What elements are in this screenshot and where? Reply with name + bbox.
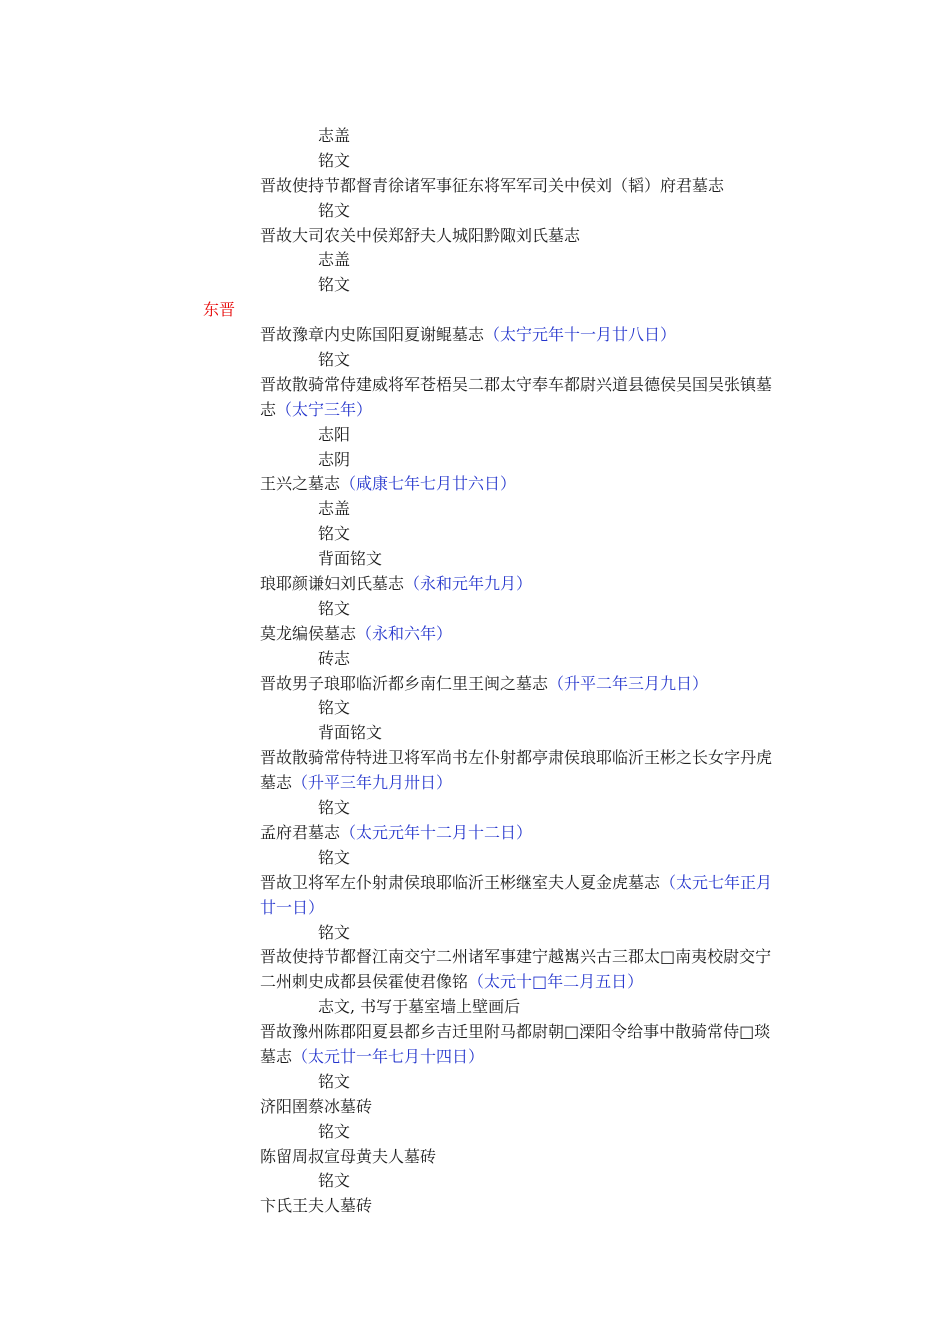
sub-entry-text: 志阳 <box>318 424 351 444</box>
epitaph-title <box>0 970 950 995</box>
sub-entry-text: 志盖 <box>318 126 351 145</box>
epitaph-title <box>0 896 950 921</box>
epitaph-title <box>0 1194 950 1219</box>
epitaph-date: （太元元年十二月十二日） <box>340 822 533 842</box>
epitaph-title <box>0 871 950 896</box>
sub-entry-text: 铭文 <box>318 1121 351 1141</box>
epitaph-title <box>0 821 950 846</box>
section-heading-text: 东晋 <box>203 300 236 320</box>
document-body <box>0 124 950 1219</box>
epitaph-date: （太宁三年） <box>276 399 373 419</box>
epitaph-title-text: 晋故使持节都督青徐诸军事征东将军军司关中侯刘（韬）府君墓志 <box>260 175 725 195</box>
sub-entry-text: 铭文 <box>318 798 351 818</box>
epitaph-title-text: 晋故散骑常侍特进卫将军尚书左仆射都亭肃侯琅耶临沂王彬之长女字丹虎 <box>260 748 773 768</box>
epitaph-title <box>0 746 950 771</box>
epitaph-title-text: 济阳圉蔡冰墓砖 <box>260 1096 373 1116</box>
sub-entry-text: 铭文 <box>318 598 351 618</box>
epitaph-title-text: 晋故使持节都督江南交宁二州诸军事建宁越嶲兴古三郡太□南夷校尉交宁 <box>260 947 772 967</box>
epitaph-date: （太元廿一年七月十四日） <box>292 1046 485 1066</box>
sub-entry <box>0 248 950 273</box>
sub-entry-text: 志阴 <box>318 449 351 469</box>
sub-entry <box>0 547 950 572</box>
epitaph-title <box>0 323 950 348</box>
epitaph-title-text: 晋故男子琅耶临沂都乡南仁里王闽之墓志 <box>260 673 549 693</box>
sub-entry <box>0 846 950 871</box>
sub-entry-text: 铭文 <box>318 1171 351 1191</box>
sub-entry-text: 铭文 <box>318 524 351 544</box>
sub-entry <box>0 921 950 946</box>
section-heading <box>0 298 950 323</box>
sub-entry <box>0 1120 950 1145</box>
epitaph-title <box>0 224 950 249</box>
sub-entry-text: 志盖 <box>318 250 351 270</box>
epitaph-date: （太宁元年十一月廿八日） <box>484 325 677 345</box>
epitaph-title-text: 晋故散骑常侍建威将军苍梧吴二郡太守奉车都尉兴道县德侯吴国吴张镇墓 <box>260 374 773 394</box>
sub-entry-text: 铭文 <box>318 1071 351 1091</box>
sub-entry-text: 背面铭文 <box>318 549 383 569</box>
sub-entry-text: 铭文 <box>318 698 351 718</box>
epitaph-title-text: 墓志 <box>260 773 293 793</box>
epitaph-date: （太元十□年二月五日） <box>468 972 644 992</box>
epitaph-title <box>0 771 950 796</box>
epitaph-title <box>0 572 950 597</box>
sub-entry <box>0 522 950 547</box>
epitaph-title-text: 晋故豫州陈郡阳夏县都乡吉迁里附马都尉朝□溧阳令给事中散骑常侍□琰 <box>260 1022 771 1042</box>
epitaph-date: （咸康七年七月廿六日） <box>340 474 517 494</box>
epitaph-date: （永和六年） <box>356 623 453 643</box>
epitaph-title <box>0 945 950 970</box>
sub-entry <box>0 423 950 448</box>
sub-entry-text: 铭文 <box>318 275 351 295</box>
epitaph-title <box>0 622 950 647</box>
epitaph-title <box>0 373 950 398</box>
sub-entry <box>0 149 950 174</box>
epitaph-title-text: 莫龙编侯墓志 <box>260 623 357 643</box>
sub-entry <box>0 124 950 149</box>
sub-entry-text: 铭文 <box>318 922 351 942</box>
sub-entry <box>0 647 950 672</box>
epitaph-title <box>0 1145 950 1170</box>
epitaph-title <box>0 472 950 497</box>
epitaph-title-text: 卞氏王夫人墓砖 <box>260 1196 373 1216</box>
epitaph-title-text: 二州刺史成都县侯霍使君像铭 <box>260 972 469 992</box>
sub-entry-text: 铭文 <box>318 150 351 170</box>
epitaph-title-text: 晋故卫将军左仆射肃侯琅耶临沂王彬继室夫人夏金虎墓志 <box>260 872 661 892</box>
sub-entry <box>0 199 950 224</box>
sub-entry <box>0 448 950 473</box>
sub-entry-text: 铭文 <box>318 350 351 370</box>
epitaph-title <box>0 174 950 199</box>
epitaph-title <box>0 1045 950 1070</box>
epitaph-date: （永和元年九月） <box>404 574 533 594</box>
sub-entry-text: 铭文 <box>318 200 351 220</box>
sub-entry-text: 志盖 <box>318 499 351 519</box>
epitaph-title-text: 晋故豫章内史陈国阳夏谢鲲墓志 <box>260 325 485 345</box>
epitaph-title-text: 晋故大司农关中侯郑舒夫人城阳黔陬刘氏墓志 <box>260 225 581 245</box>
epitaph-title-text: 孟府君墓志 <box>260 822 341 842</box>
sub-entry-text: 砖志 <box>318 648 351 668</box>
sub-entry-text: 背面铭文 <box>318 723 383 743</box>
sub-entry <box>0 348 950 373</box>
epitaph-title-text: 陈留周叔宣母黄夫人墓砖 <box>260 1146 437 1166</box>
epitaph-title <box>0 672 950 697</box>
sub-entry <box>0 796 950 821</box>
epitaph-title-text: 墓志 <box>260 1046 293 1066</box>
sub-entry <box>0 721 950 746</box>
sub-entry <box>0 273 950 298</box>
epitaph-title-text: 志 <box>260 399 277 419</box>
epitaph-date: （升平二年三月九日） <box>548 673 709 693</box>
epitaph-title-text: 王兴之墓志 <box>260 474 341 494</box>
epitaph-title <box>0 1020 950 1045</box>
epitaph-date: 廿一日） <box>260 897 325 917</box>
sub-entry <box>0 696 950 721</box>
epitaph-title <box>0 1095 950 1120</box>
epitaph-date: （升平三年九月卅日） <box>292 773 453 793</box>
sub-entry <box>0 1169 950 1194</box>
sub-entry <box>0 497 950 522</box>
epitaph-title-text: 琅耶颜谦妇刘氏墓志 <box>260 574 405 594</box>
sub-entry <box>0 597 950 622</box>
sub-entry <box>0 1070 950 1095</box>
epitaph-title <box>0 398 950 423</box>
sub-entry-text: 铭文 <box>318 847 351 867</box>
sub-entry-text: 志文, 书写于墓室墙上壁画后 <box>318 997 521 1017</box>
sub-entry <box>0 995 950 1020</box>
epitaph-date: （太元七年正月 <box>660 872 773 892</box>
